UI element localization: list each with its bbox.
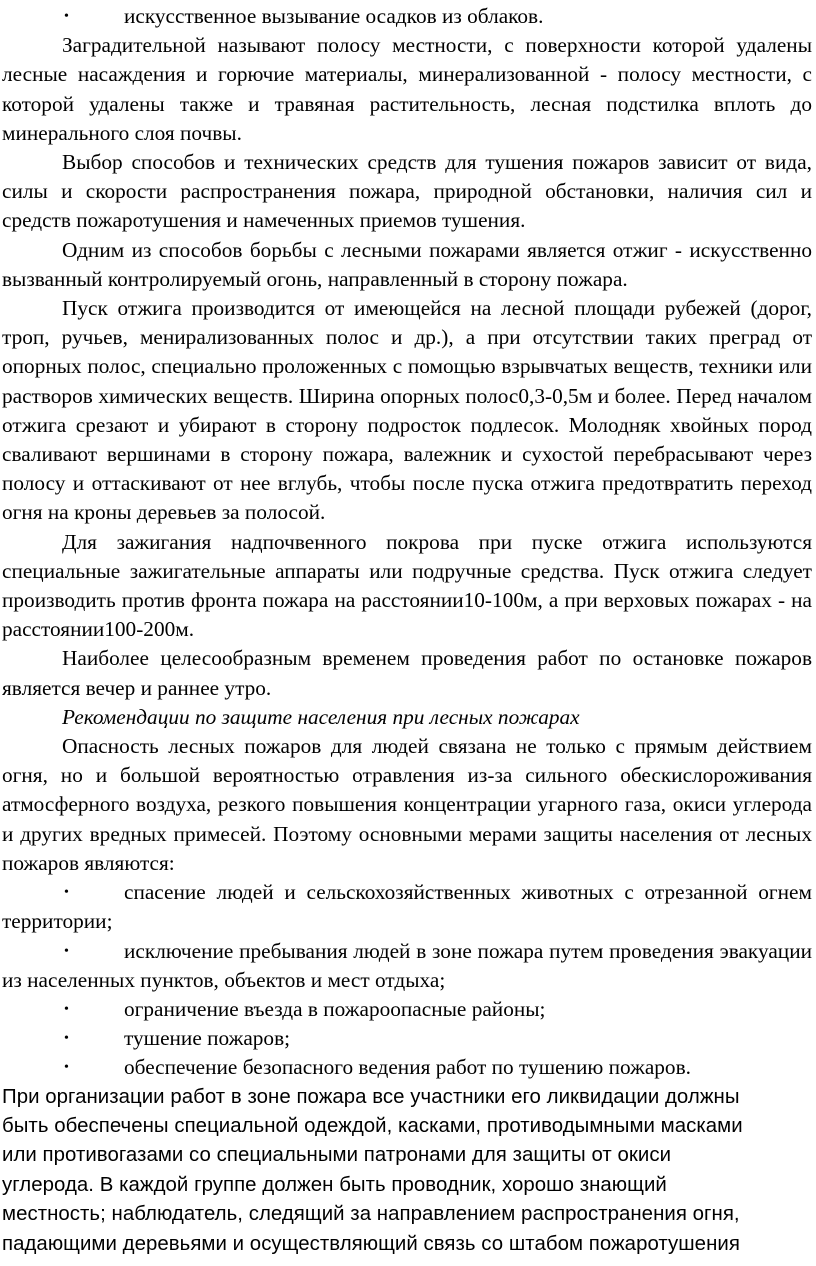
paragraph: Выбор способов и технических средств для тушения пожаров зависит от вида, силы и скорости распространения пожара, природной обстановки, наличия сил и средств пожаротушения и намеченных приемов тушения. — [2, 150, 812, 233]
paragraph: Для зажигания надпочвенного покрова при пуске отжига используются специальные зажигательные аппараты или подручные средства. Пуск отжига следует производить против фронта пожара на расстоянии10-100м, а при верховых пожарах - на расстоянии100-200м. — [2, 529, 812, 642]
tail-line: При организации работ в зоне пожара все участники его ликвидации должны — [2, 1085, 740, 1108]
bullet-icon: • — [64, 1031, 69, 1047]
bullet-icon: • — [64, 9, 69, 24]
tail-line: быть обеспечены специальной одеждой, касками, противодымными масками — [2, 1114, 743, 1137]
paragraph: Одним из способов борьбы с лесными пожарами является отжиг - искусственно вызванный контролируемый огонь, направленный в сторону пожара. — [2, 237, 812, 291]
list-item-text: спасение людей и сельскохозяйственных животных с отрезанной огнем территории; — [2, 880, 812, 934]
section-heading: Рекомендации по защите населения при лесных пожарах — [62, 704, 580, 729]
tail-line: или противогазами со специальными патронами для защиты от окиси — [2, 1144, 672, 1167]
list-item — [2, 878, 812, 936]
paragraph: Наиболее целесообразным временем проведения работ по остановке пожаров является вечер и раннее утро. — [2, 646, 812, 700]
bullet-icon: • — [64, 885, 69, 901]
bullet-icon: • — [64, 1001, 69, 1017]
bullet-icon: • — [64, 1060, 69, 1076]
paragraph: Опасность лесных пожаров для людей связана не только с прямым действием огня, но и большой вероятностью отравления из-за сильного обескислороживания атмосферного воздуха, резкого повышения концентрации угарного газа, окиси углерода и других вредных примесей. Поэтому основными мерами защиты населения от лесных пожаров являются: — [2, 734, 812, 875]
paragraph: Заградительной называют полосу местности, с поверхности которой удалены лесные насаждения и горючие материалы, минерализованной - полосу местности, с которой удалены также и травяная растительность, лесная подстилка вплоть до минерального слоя почвы. — [2, 33, 812, 145]
list-item — [2, 937, 812, 995]
paragraph: Пуск отжига производится от имеющейся на лесной площади рубежей (дорог, троп, ручьев, менирализованных полос и др.), а при отсутствии таких преград от опорных полос, специально проложенных с помощью взрывчатых веществ, техники или растворов химических веществ. Ширина опорных полос0,3-0,5м и более. Перед началом отжига срезают и убирают в сторону подросток подлесок. Молодняк хвойных пород сваливают вершинами в сторону пожара, валежник и сухостой перебрасывают через полосу и оттаскивают от нее вглубь, чтобы после пуска отжига предотвратить переход огня на кроны деревьев за полосой. — [2, 296, 812, 525]
list-item-text: тушение пожаров; — [124, 1026, 291, 1051]
bullet-icon: • — [64, 943, 69, 959]
tail-line: местность; наблюдатель, следящий за направлением распространения огня, — [2, 1203, 740, 1226]
list-item — [2, 2, 812, 31]
list-item-text: исключение пребывания людей в зоне пожара путем проведения эвакуации из населенных пунктов, объектов и мест отдыха; — [2, 938, 812, 992]
tail-line: углерода. В каждой группе должен быть проводник, хорошо знающий — [2, 1173, 667, 1196]
list-item-text: обеспечение безопасного ведения работ по тушению пожаров. — [124, 1055, 691, 1080]
list-item — [2, 1024, 812, 1053]
tail-line: падающими деревьями и осуществляющий связь со штабом пожаротушения — [2, 1232, 740, 1255]
list-item-text: искусственное вызывание осадков из облаков. — [124, 4, 544, 28]
list-item-text: ограничение въезда в пожароопасные районы; — [124, 996, 546, 1021]
list-item — [2, 1053, 812, 1082]
list-item — [2, 995, 812, 1024]
